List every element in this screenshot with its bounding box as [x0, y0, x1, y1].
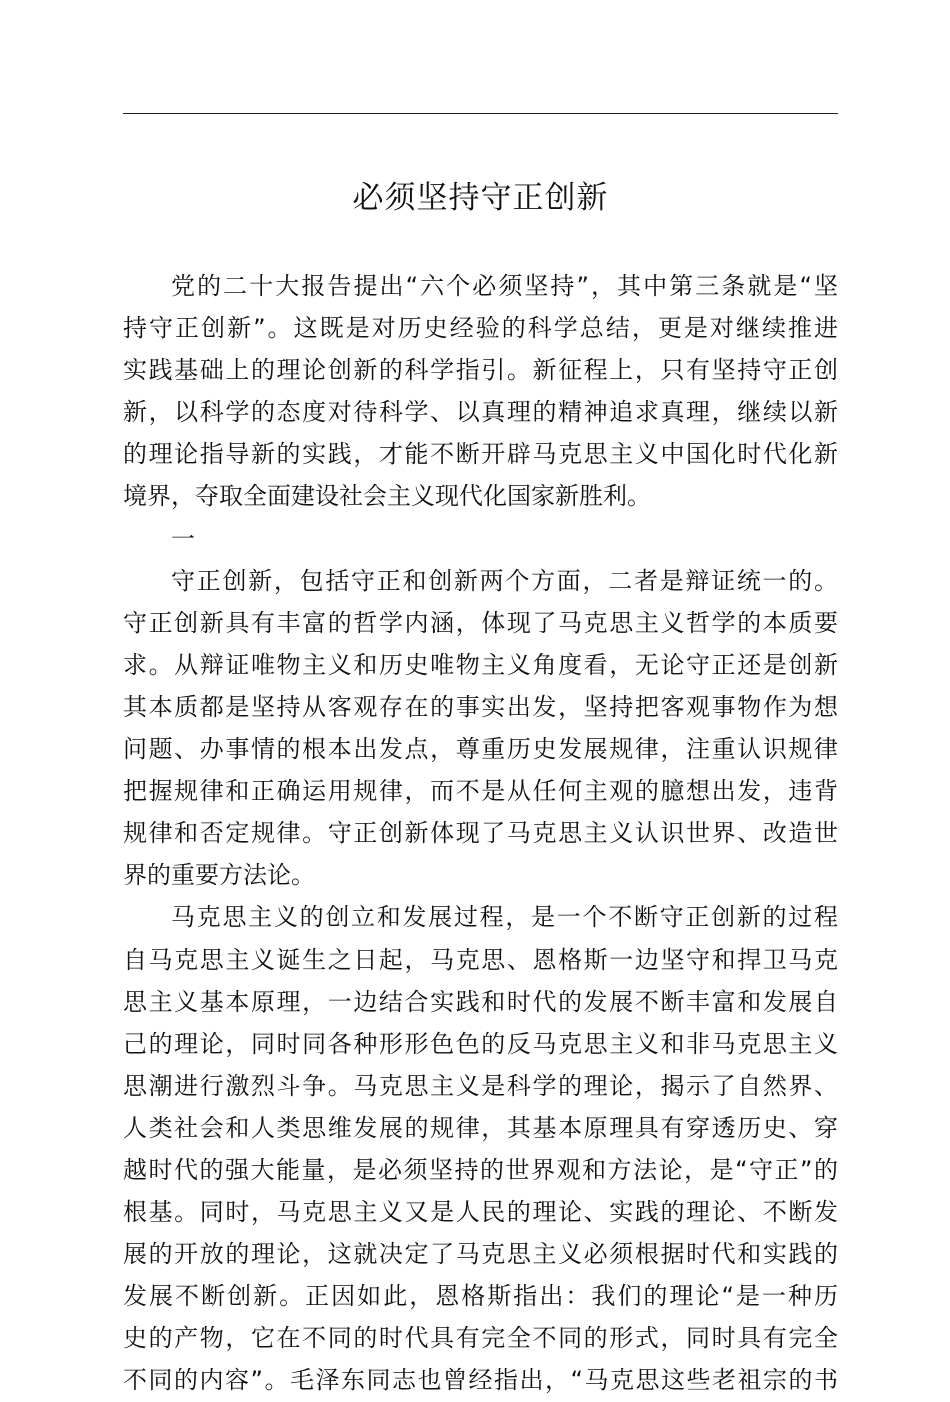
paragraph-line: 境界，夺取全面建设社会主义现代化国家新胜利。: [123, 482, 651, 511]
paragraph-line: 自马克思主义诞生之日起，马克思、恩格斯一边坚守和捍卫马克: [123, 945, 838, 974]
paragraph-line: 求。从辩证唯物主义和历史唯物主义角度看，无论守正还是创新: [123, 650, 838, 679]
paragraph-line: 人类社会和人类思维发展的规律，其基本原理具有穿透历史、穿: [123, 1113, 838, 1142]
paragraph-line: 把握规律和正确运用规律，而不是从任何主观的臆想出发，违背: [123, 777, 838, 806]
paragraph-line: 实践基础上的理论创新的科学指引。新征程上，只有坚持守正创: [123, 356, 838, 385]
article-body: [123, 265, 838, 1402]
paragraph-line: 守正创新具有丰富的哲学内涵，体现了马克思主义哲学的本质要: [123, 608, 838, 637]
paragraph-line: 问题、办事情的根本出发点，尊重历史发展规律，注重认识规律: [123, 735, 838, 764]
section-heading: 一: [171, 524, 195, 553]
paragraph-line: 展的开放的理论，这就决定了马克思主义必须根据时代和实践的: [123, 1240, 838, 1269]
paragraph-line: 史的产物，它在不同的时代具有完全不同的形式，同时具有完全: [123, 1324, 838, 1353]
paragraph-line: 发展不断创新。正因如此，恩格斯指出：我们的理论“是一种历: [123, 1282, 838, 1311]
paragraph-line: 越时代的强大能量，是必须坚持的世界观和方法论，是“守正”的: [123, 1155, 838, 1184]
paragraph-line: 规律和否定规律。守正创新体现了马克思主义认识世界、改造世: [123, 819, 838, 848]
paragraph-line: 思主义基本原理，一边结合实践和时代的发展不断丰富和发展自: [123, 987, 838, 1016]
paragraph-line: 马克思主义的创立和发展过程，是一个不断守正创新的过程: [171, 903, 838, 932]
header-rule: [123, 113, 838, 114]
paragraph-line: 新，以科学的态度对待科学、以真理的精神追求真理，继续以新: [123, 398, 838, 427]
paragraph-line: 守正创新，包括守正和创新两个方面，二者是辩证统一的。: [171, 566, 838, 595]
paragraph-line: 党的二十大报告提出“六个必须坚持”，其中第三条就是“坚: [171, 272, 838, 300]
article-title: 必须坚持守正创新: [352, 180, 609, 216]
paragraph-line: 其本质都是坚持从客观存在的事实出发，坚持把客观事物作为想: [123, 692, 838, 721]
paragraph-line: 不同的内容”。毛泽东同志也曾经指出，“马克思这些老祖宗的书: [123, 1366, 838, 1395]
paragraph-line: 思潮进行激烈斗争。马克思主义是科学的理论，揭示了自然界、: [123, 1071, 838, 1100]
paragraph-line: 根基。同时，马克思主义又是人民的理论、实践的理论、不断发: [123, 1198, 838, 1227]
paragraph-line: 的理论指导新的实践，才能不断开辟马克思主义中国化时代化新: [123, 440, 838, 469]
paragraph-line: 己的理论，同时同各种形形色色的反马克思主义和非马克思主义: [123, 1029, 838, 1058]
paragraph-line: 持守正创新”。这既是对历史经验的科学总结，更是对继续推进: [123, 314, 838, 343]
paragraph-line: 界的重要方法论。: [123, 861, 315, 890]
